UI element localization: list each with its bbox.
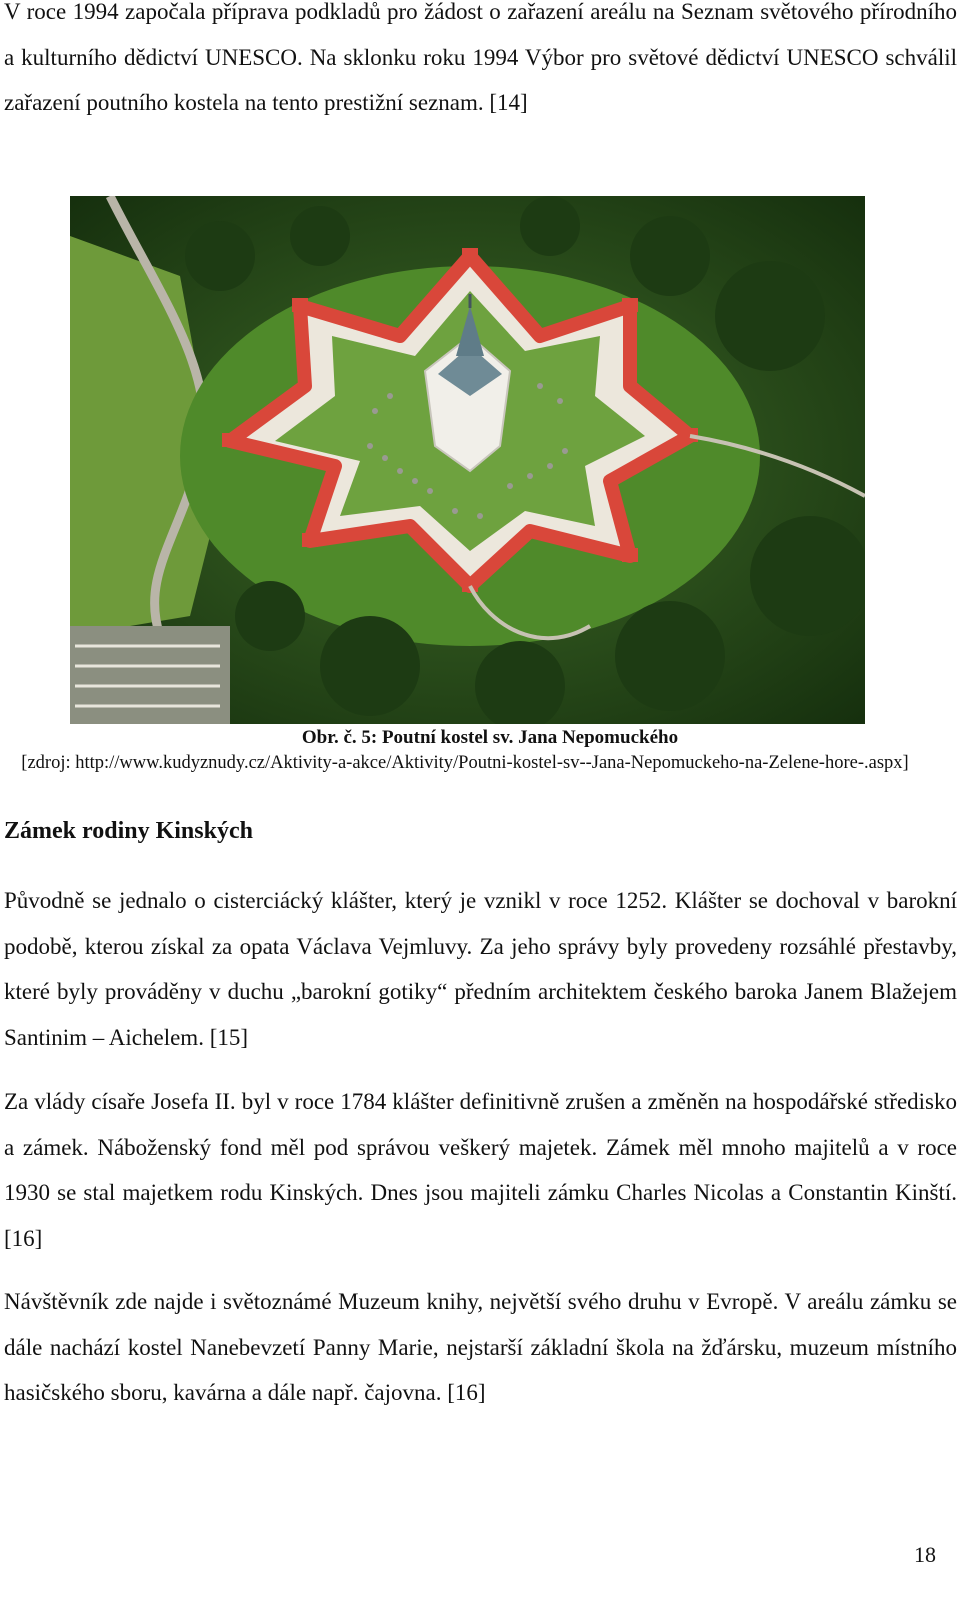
section-paragraph-1: Původně se jednalo o cisterciácký klášter, který je vznikl v roce 1252. Klášter se dochoval v barokní podobě, kterou získal za opata Václava Vejmluvy. Za jeho správy byly provedeny rozsáhlé přestavby, které byly prováděny v duchu „barokní gotiky“ předním architektem českého baroka Janem Blažejem Santinim – Aichelem. [15] [4, 888, 957, 1050]
church-aerial-photo [70, 196, 865, 724]
intro-paragraph: V roce 1994 započala příprava podkladů pro žádost o zařazení areálu na Seznam světového přírodního a kulturního dědictví UNESCO. Na sklonku roku 1994 Výbor pro světové dědictví UNESCO schválil zařazení poutního kostela na tento prestižní seznam. [14] [4, 0, 957, 115]
figure-caption-title: Obr. č. 5: Poutní kostel sv. Jana Nepomuckého [301, 727, 679, 748]
figure-caption-source: [zdroj: http://www.kudyznudy.cz/Aktivity-a-akce/Aktivity/Poutni-kostel-sv--Jana-Nepomuckeho-na-Zelene-hore-.aspx] [21, 753, 909, 773]
page-number: 18 [914, 1542, 936, 1567]
section-heading: Zámek rodiny Kinských [4, 818, 253, 844]
church-aerial-illustration [70, 196, 865, 724]
section-paragraph-3: Návštěvník zde najde i světoznámé Muzeum knihy, největší svého druhu v Evropě. V areálu zámku se dále nachází kostel Nanebevzetí Panny Marie, nejstarší základní škola na žďársku, muzeum místního hasičského sboru, kavárna a dále např. čajovna. [16] [4, 1289, 957, 1405]
section-paragraph-2: Za vlády císaře Josefa II. byl v roce 1784 klášter definitivně zrušen a změněn na hospodářské středisko a zámek. Náboženský fond měl pod správou veškerý majetek. Zámek měl mnoho majitelů a v roce 1930 se stal majetkem rodu Kinských. Dnes jsou majiteli zámku Charles Nicolas a Constantin Kinští. [16] [4, 1089, 957, 1251]
